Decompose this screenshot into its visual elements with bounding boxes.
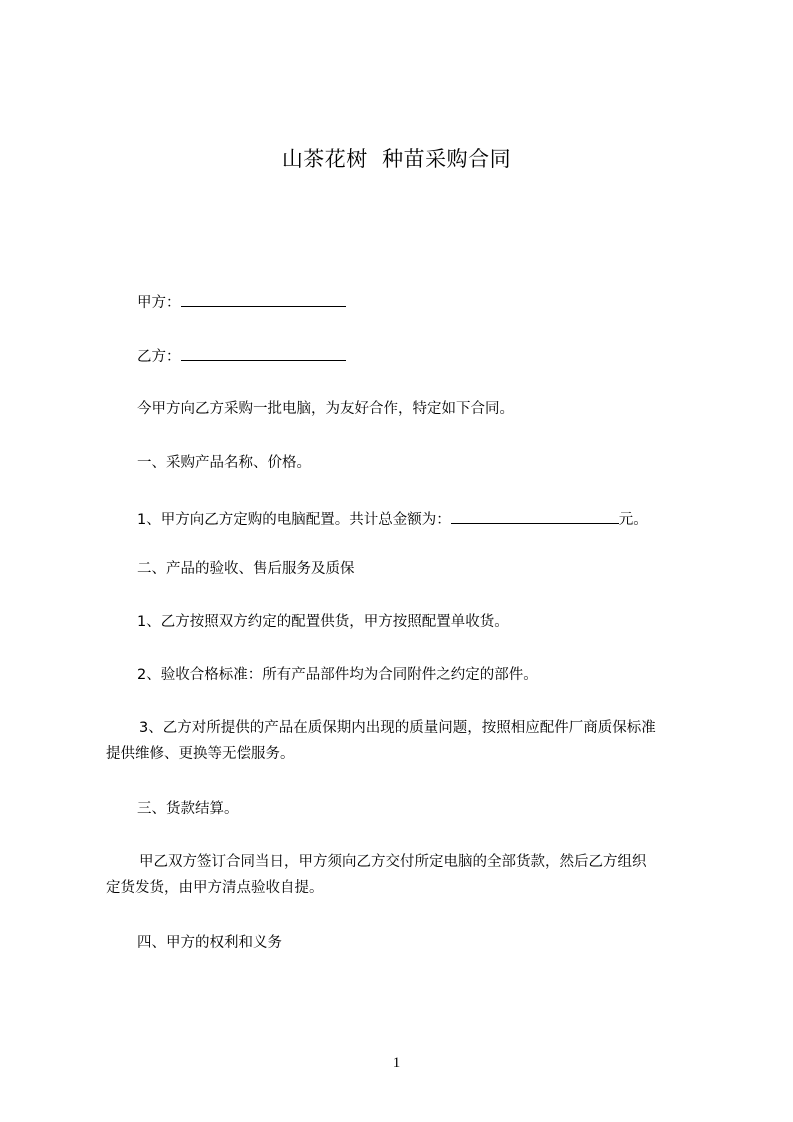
section-2-item-3-line-2: 提供维修、更换等无偿服务。 xyxy=(106,746,295,762)
section-2-item-2: 2、验收合格标准：所有产品部件均为合同附件之约定的部件。 xyxy=(137,667,538,683)
party-a-line xyxy=(137,290,346,313)
section-2-heading: 二、产品的验收、售后服务及质保 xyxy=(137,561,355,577)
party-a-label: 甲方： xyxy=(137,295,181,311)
currency-unit: 元。 xyxy=(618,512,648,528)
party-b-blank[interactable] xyxy=(181,344,346,361)
section-3-paragraph-line-1: 甲乙双方签订合同当日，甲方须向乙方交付所定电脑的全部货款，然后乙方组织 xyxy=(139,854,647,870)
section-2-item-3-line-1: 3、乙方对所提供的产品在质保期内出现的质量问题，按照相应配件厂商质保标准 xyxy=(139,720,656,736)
section-2-item-1: 1、乙方按照双方约定的配置供货，甲方按照配置单收货。 xyxy=(137,614,509,630)
party-b-line xyxy=(137,344,346,367)
party-b-label: 乙方： xyxy=(137,349,181,365)
party-a-blank[interactable] xyxy=(181,290,346,307)
page-number: 1 xyxy=(392,1055,401,1071)
contract-title: 山茶花树 种苗采购合同 xyxy=(281,147,512,171)
section-1-heading: 一、采购产品名称、价格。 xyxy=(137,455,311,471)
intro-paragraph: 今甲方向乙方采购一批电脑，为友好合作，特定如下合同。 xyxy=(137,401,514,417)
section-3-heading: 三、货款结算。 xyxy=(137,801,239,817)
total-amount-blank[interactable] xyxy=(451,507,619,524)
section-1-item-1 xyxy=(137,507,648,530)
total-amount-text: 1、甲方向乙方定购的电脑配置。共计总金额为： xyxy=(137,512,451,528)
section-3-paragraph-line-2: 定货发货，由甲方清点验收自提。 xyxy=(106,880,324,896)
section-4-heading: 四、甲方的权利和义务 xyxy=(137,935,282,951)
